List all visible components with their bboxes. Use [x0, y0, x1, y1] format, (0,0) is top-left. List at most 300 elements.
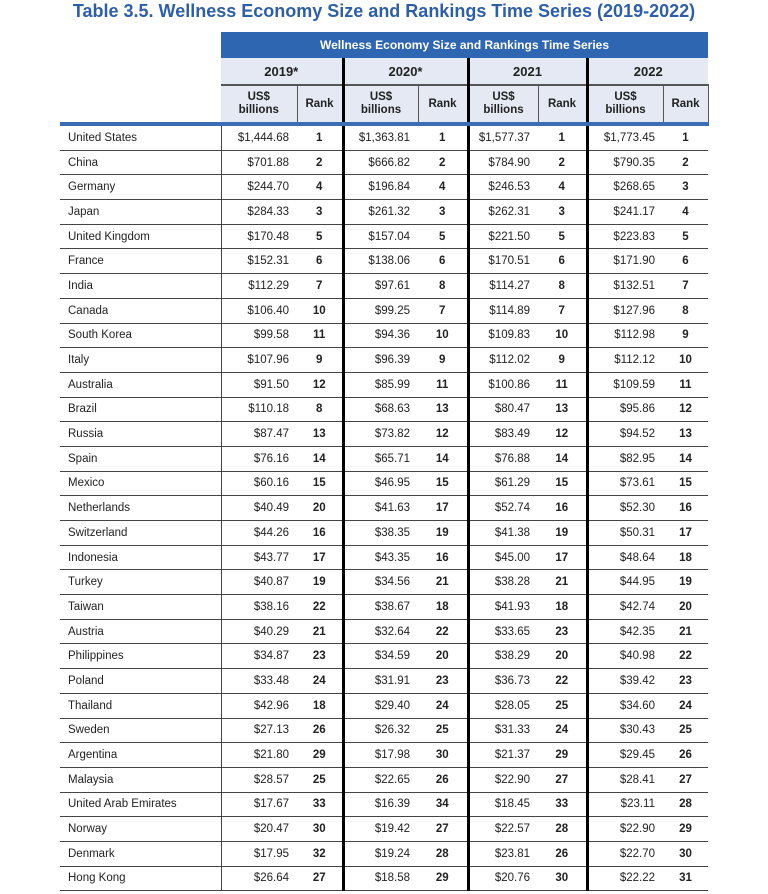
rank-cell: 34 — [418, 792, 468, 817]
value-cell: $65.71 — [343, 446, 418, 471]
rank-cell: 22 — [538, 669, 587, 694]
country-name: France — [60, 249, 221, 274]
rank-cell: 19 — [663, 570, 708, 595]
value-cell: $38.35 — [343, 521, 418, 546]
value-cell: $94.36 — [343, 323, 418, 348]
rank-cell: 21 — [418, 570, 468, 595]
rank-cell: 3 — [663, 175, 708, 200]
table-row — [60, 841, 708, 866]
value-cell: $61.29 — [468, 471, 538, 496]
value-cell: $261.32 — [343, 200, 418, 225]
value-cell: $40.87 — [221, 570, 297, 595]
value-cell: $96.39 — [343, 348, 418, 373]
country-name: Indonesia — [60, 545, 221, 570]
rank-cell: 15 — [538, 471, 587, 496]
rank-cell: 17 — [297, 545, 343, 570]
rank-cell: 22 — [663, 644, 708, 669]
rank-cell: 5 — [538, 224, 587, 249]
wellness-economy-table — [60, 32, 709, 891]
rank-cell: 28 — [418, 841, 468, 866]
value-cell: $73.61 — [587, 471, 663, 496]
rank-cell: 16 — [663, 496, 708, 521]
value-cell: $1,363.81 — [343, 124, 418, 150]
value-cell: $22.22 — [587, 866, 663, 891]
table-row — [60, 200, 708, 225]
table-row — [60, 249, 708, 274]
rank-cell: 22 — [297, 595, 343, 620]
rank-cell: 18 — [538, 595, 587, 620]
rank-cell: 5 — [663, 224, 708, 249]
rank-cell: 4 — [663, 200, 708, 225]
rank-cell: 8 — [418, 274, 468, 299]
rank-cell: 31 — [663, 866, 708, 891]
value-cell: $43.35 — [343, 545, 418, 570]
value-cell: $23.81 — [468, 841, 538, 866]
value-cell: $52.74 — [468, 496, 538, 521]
country-name: Austria — [60, 619, 221, 644]
value-cell: $38.16 — [221, 595, 297, 620]
rank-cell: 24 — [663, 693, 708, 718]
value-cell: $95.86 — [587, 397, 663, 422]
empty-corner — [60, 58, 221, 85]
value-cell: $97.61 — [343, 274, 418, 299]
table-row — [60, 570, 708, 595]
year-header: 2019* — [221, 58, 343, 85]
country-name: Japan — [60, 200, 221, 225]
table-row — [60, 298, 708, 323]
rank-cell: 2 — [663, 150, 708, 175]
value-header — [343, 85, 418, 124]
rank-cell: 2 — [418, 150, 468, 175]
value-cell: $31.91 — [343, 669, 418, 694]
country-name: India — [60, 274, 221, 299]
rank-header: Rank — [538, 85, 587, 124]
value-cell: $1,773.45 — [587, 124, 663, 150]
value-cell: $106.40 — [221, 298, 297, 323]
rank-cell: 5 — [297, 224, 343, 249]
value-cell: $44.95 — [587, 570, 663, 595]
value-cell: $41.93 — [468, 595, 538, 620]
rank-cell: 30 — [663, 841, 708, 866]
rank-cell: 15 — [418, 471, 468, 496]
band-header: Wellness Economy Size and Rankings Time Series — [221, 32, 708, 58]
value-cell: $43.77 — [221, 545, 297, 570]
table-row — [60, 521, 708, 546]
value-cell: $30.43 — [587, 718, 663, 743]
rank-cell: 11 — [663, 372, 708, 397]
rank-cell: 25 — [418, 718, 468, 743]
value-cell: $20.47 — [221, 817, 297, 842]
value-cell: $784.90 — [468, 150, 538, 175]
table-row — [60, 767, 708, 792]
rank-cell: 33 — [297, 792, 343, 817]
value-cell: $76.88 — [468, 446, 538, 471]
rank-cell: 9 — [297, 348, 343, 373]
value-cell: $701.88 — [221, 150, 297, 175]
table-row — [60, 644, 708, 669]
year-header: 2021 — [468, 58, 587, 85]
rank-cell: 10 — [663, 348, 708, 373]
rank-cell: 27 — [418, 817, 468, 842]
value-cell: $29.45 — [587, 743, 663, 768]
rank-cell: 15 — [297, 471, 343, 496]
value-cell: $22.70 — [587, 841, 663, 866]
rank-cell: 23 — [538, 619, 587, 644]
country-name: United Arab Emirates — [60, 792, 221, 817]
country-name: South Korea — [60, 323, 221, 348]
table-row — [60, 175, 708, 200]
rank-cell: 26 — [538, 841, 587, 866]
country-name: China — [60, 150, 221, 175]
value-cell: $42.74 — [587, 595, 663, 620]
rank-cell: 10 — [418, 323, 468, 348]
table-title: Table 3.5. Wellness Economy Size and Rankings Time Series (2019-2022) — [72, 1, 696, 21]
value-header-line1: US$ — [614, 91, 637, 103]
value-cell: $18.45 — [468, 792, 538, 817]
rank-cell: 21 — [297, 619, 343, 644]
value-cell: $27.13 — [221, 718, 297, 743]
rank-cell: 8 — [297, 397, 343, 422]
rank-cell: 8 — [663, 298, 708, 323]
rank-cell: 11 — [538, 372, 587, 397]
rank-cell: 6 — [663, 249, 708, 274]
value-cell: $127.96 — [587, 298, 663, 323]
value-header — [468, 85, 538, 124]
rank-cell: 17 — [418, 496, 468, 521]
value-header — [221, 85, 297, 124]
country-name: Canada — [60, 298, 221, 323]
country-name: Philippines — [60, 644, 221, 669]
rank-cell: 12 — [418, 422, 468, 447]
rank-cell: 1 — [663, 124, 708, 150]
rank-cell: 27 — [297, 866, 343, 891]
value-cell: $73.82 — [343, 422, 418, 447]
value-cell: $16.39 — [343, 792, 418, 817]
value-cell: $1,444.68 — [221, 124, 297, 150]
rank-cell: 2 — [297, 150, 343, 175]
value-cell: $196.84 — [343, 175, 418, 200]
value-cell: $19.42 — [343, 817, 418, 842]
value-cell: $40.29 — [221, 619, 297, 644]
value-cell: $112.29 — [221, 274, 297, 299]
rank-cell: 20 — [663, 595, 708, 620]
rank-cell: 11 — [297, 323, 343, 348]
table-row — [60, 718, 708, 743]
rank-cell: 20 — [418, 644, 468, 669]
rank-cell: 32 — [297, 841, 343, 866]
rank-cell: 6 — [538, 249, 587, 274]
value-cell: $17.95 — [221, 841, 297, 866]
value-cell: $80.47 — [468, 397, 538, 422]
rank-cell: 6 — [297, 249, 343, 274]
rank-cell: 1 — [538, 124, 587, 150]
value-cell: $76.16 — [221, 446, 297, 471]
rank-cell: 13 — [418, 397, 468, 422]
rank-cell: 24 — [538, 718, 587, 743]
value-cell: $34.56 — [343, 570, 418, 595]
rank-header: Rank — [418, 85, 468, 124]
rank-cell: 21 — [538, 570, 587, 595]
rank-cell: 25 — [538, 693, 587, 718]
value-cell: $82.95 — [587, 446, 663, 471]
rank-cell: 23 — [663, 669, 708, 694]
table-row — [60, 545, 708, 570]
value-cell: $22.90 — [587, 817, 663, 842]
rank-cell: 7 — [297, 274, 343, 299]
rank-cell: 12 — [663, 397, 708, 422]
value-cell: $171.90 — [587, 249, 663, 274]
rank-cell: 26 — [418, 767, 468, 792]
country-name: Norway — [60, 817, 221, 842]
rank-cell: 1 — [297, 124, 343, 150]
value-cell: $26.32 — [343, 718, 418, 743]
rank-cell: 28 — [538, 817, 587, 842]
value-cell: $26.64 — [221, 866, 297, 891]
country-name: Hong Kong — [60, 866, 221, 891]
rank-cell: 33 — [538, 792, 587, 817]
value-cell: $112.98 — [587, 323, 663, 348]
rank-header: Rank — [663, 85, 708, 124]
rank-cell: 9 — [418, 348, 468, 373]
value-header-line2: billions — [238, 104, 279, 116]
value-header-line1: US$ — [247, 91, 270, 103]
rank-cell: 25 — [297, 767, 343, 792]
value-cell: $18.58 — [343, 866, 418, 891]
table-row — [60, 124, 708, 150]
rank-cell: 11 — [418, 372, 468, 397]
country-name: Malaysia — [60, 767, 221, 792]
rank-cell: 7 — [538, 298, 587, 323]
rank-cell: 9 — [663, 323, 708, 348]
rank-cell: 28 — [663, 792, 708, 817]
value-cell: $110.18 — [221, 397, 297, 422]
value-cell: $152.31 — [221, 249, 297, 274]
value-cell: $28.41 — [587, 767, 663, 792]
table-row — [60, 323, 708, 348]
table-row — [60, 743, 708, 768]
value-cell: $38.67 — [343, 595, 418, 620]
rank-cell: 13 — [297, 422, 343, 447]
value-cell: $28.05 — [468, 693, 538, 718]
value-cell: $42.35 — [587, 619, 663, 644]
rank-cell: 30 — [538, 866, 587, 891]
rank-cell: 27 — [538, 767, 587, 792]
rank-cell: 8 — [538, 274, 587, 299]
year-header: 2020* — [343, 58, 468, 85]
rank-cell: 23 — [297, 644, 343, 669]
table-row — [60, 817, 708, 842]
value-header — [587, 85, 663, 124]
empty-corner — [60, 85, 221, 124]
rank-cell: 16 — [538, 496, 587, 521]
rank-cell: 19 — [418, 521, 468, 546]
rank-cell: 10 — [297, 298, 343, 323]
rank-cell: 1 — [418, 124, 468, 150]
country-name: Germany — [60, 175, 221, 200]
value-cell: $36.73 — [468, 669, 538, 694]
value-cell: $87.47 — [221, 422, 297, 447]
value-header-line1: US$ — [492, 91, 515, 103]
country-name: Brazil — [60, 397, 221, 422]
rank-cell: 26 — [297, 718, 343, 743]
value-cell: $28.57 — [221, 767, 297, 792]
value-cell: $114.27 — [468, 274, 538, 299]
value-cell: $114.89 — [468, 298, 538, 323]
rank-cell: 22 — [418, 619, 468, 644]
value-cell: $50.31 — [587, 521, 663, 546]
country-name: Australia — [60, 372, 221, 397]
rank-cell: 30 — [297, 817, 343, 842]
value-cell: $91.50 — [221, 372, 297, 397]
rank-cell: 12 — [297, 372, 343, 397]
value-cell: $31.33 — [468, 718, 538, 743]
value-cell: $17.67 — [221, 792, 297, 817]
rank-cell: 5 — [418, 224, 468, 249]
rank-cell: 14 — [297, 446, 343, 471]
table-row — [60, 866, 708, 891]
empty-corner — [60, 32, 221, 58]
rank-cell: 3 — [538, 200, 587, 225]
value-cell: $38.29 — [468, 644, 538, 669]
country-name: Switzerland — [60, 521, 221, 546]
value-header-line2: billions — [605, 104, 646, 116]
value-header-line2: billions — [483, 104, 524, 116]
value-cell: $83.49 — [468, 422, 538, 447]
value-cell: $109.59 — [587, 372, 663, 397]
year-header: 2022 — [587, 58, 708, 85]
rank-cell: 18 — [663, 545, 708, 570]
value-header-line2: billions — [360, 104, 402, 116]
value-cell: $39.42 — [587, 669, 663, 694]
country-name: United Kingdom — [60, 224, 221, 249]
value-cell: $132.51 — [587, 274, 663, 299]
rank-cell: 12 — [538, 422, 587, 447]
value-cell: $21.37 — [468, 743, 538, 768]
value-cell: $40.98 — [587, 644, 663, 669]
value-cell: $109.83 — [468, 323, 538, 348]
rank-cell: 7 — [663, 274, 708, 299]
rank-cell: 27 — [663, 767, 708, 792]
value-cell: $284.33 — [221, 200, 297, 225]
rank-cell: 13 — [663, 422, 708, 447]
value-cell: $60.16 — [221, 471, 297, 496]
value-header-line1: US$ — [369, 91, 393, 103]
value-cell: $112.02 — [468, 348, 538, 373]
rank-cell: 26 — [663, 743, 708, 768]
value-cell: $19.24 — [343, 841, 418, 866]
value-cell: $223.83 — [587, 224, 663, 249]
rank-cell: 16 — [418, 545, 468, 570]
rank-cell: 17 — [663, 521, 708, 546]
value-cell: $42.96 — [221, 693, 297, 718]
value-cell: $34.59 — [343, 644, 418, 669]
value-cell: $33.65 — [468, 619, 538, 644]
country-name: Turkey — [60, 570, 221, 595]
rank-cell: 19 — [538, 521, 587, 546]
value-cell: $41.63 — [343, 496, 418, 521]
rank-header: Rank — [297, 85, 343, 124]
rank-cell: 4 — [538, 175, 587, 200]
rank-cell: 17 — [538, 545, 587, 570]
rank-cell: 3 — [418, 200, 468, 225]
rank-cell: 6 — [418, 249, 468, 274]
value-cell: $38.28 — [468, 570, 538, 595]
value-cell: $1,577.37 — [468, 124, 538, 150]
table-row — [60, 471, 708, 496]
value-cell: $107.96 — [221, 348, 297, 373]
table-row — [60, 792, 708, 817]
value-cell: $100.86 — [468, 372, 538, 397]
country-name: Denmark — [60, 841, 221, 866]
value-cell: $99.25 — [343, 298, 418, 323]
table-row — [60, 496, 708, 521]
country-name: Argentina — [60, 743, 221, 768]
country-name: Russia — [60, 422, 221, 447]
value-cell: $22.65 — [343, 767, 418, 792]
value-cell: $22.90 — [468, 767, 538, 792]
table-row — [60, 595, 708, 620]
rank-cell: 9 — [538, 348, 587, 373]
value-cell: $45.00 — [468, 545, 538, 570]
country-name: Netherlands — [60, 496, 221, 521]
country-name: Mexico — [60, 471, 221, 496]
rank-cell: 25 — [663, 718, 708, 743]
rank-cell: 24 — [418, 693, 468, 718]
value-cell: $68.63 — [343, 397, 418, 422]
value-cell: $246.53 — [468, 175, 538, 200]
value-cell: $94.52 — [587, 422, 663, 447]
value-cell: $99.58 — [221, 323, 297, 348]
rank-cell: 2 — [538, 150, 587, 175]
country-name: United States — [60, 124, 221, 150]
value-cell: $32.64 — [343, 619, 418, 644]
rank-cell: 4 — [418, 175, 468, 200]
table-row — [60, 422, 708, 447]
value-cell: $262.31 — [468, 200, 538, 225]
value-cell: $34.87 — [221, 644, 297, 669]
rank-cell: 13 — [538, 397, 587, 422]
country-name: Taiwan — [60, 595, 221, 620]
country-name: Italy — [60, 348, 221, 373]
value-cell: $29.40 — [343, 693, 418, 718]
value-cell: $85.99 — [343, 372, 418, 397]
table-row — [60, 619, 708, 644]
value-cell: $170.51 — [468, 249, 538, 274]
value-cell: $170.48 — [221, 224, 297, 249]
country-name: Sweden — [60, 718, 221, 743]
value-cell: $790.35 — [587, 150, 663, 175]
rank-cell: 29 — [538, 743, 587, 768]
rank-cell: 20 — [538, 644, 587, 669]
rank-cell: 14 — [538, 446, 587, 471]
table-row — [60, 397, 708, 422]
value-cell: $52.30 — [587, 496, 663, 521]
rank-cell: 20 — [297, 496, 343, 521]
rank-cell: 16 — [297, 521, 343, 546]
value-cell: $34.60 — [587, 693, 663, 718]
table-row — [60, 669, 708, 694]
rank-cell: 14 — [418, 446, 468, 471]
rank-cell: 19 — [297, 570, 343, 595]
table-row — [60, 446, 708, 471]
rank-cell: 14 — [663, 446, 708, 471]
rank-cell: 30 — [418, 743, 468, 768]
rank-cell: 29 — [297, 743, 343, 768]
table-row — [60, 274, 708, 299]
value-cell: $40.49 — [221, 496, 297, 521]
country-name: Thailand — [60, 693, 221, 718]
value-cell: $268.65 — [587, 175, 663, 200]
